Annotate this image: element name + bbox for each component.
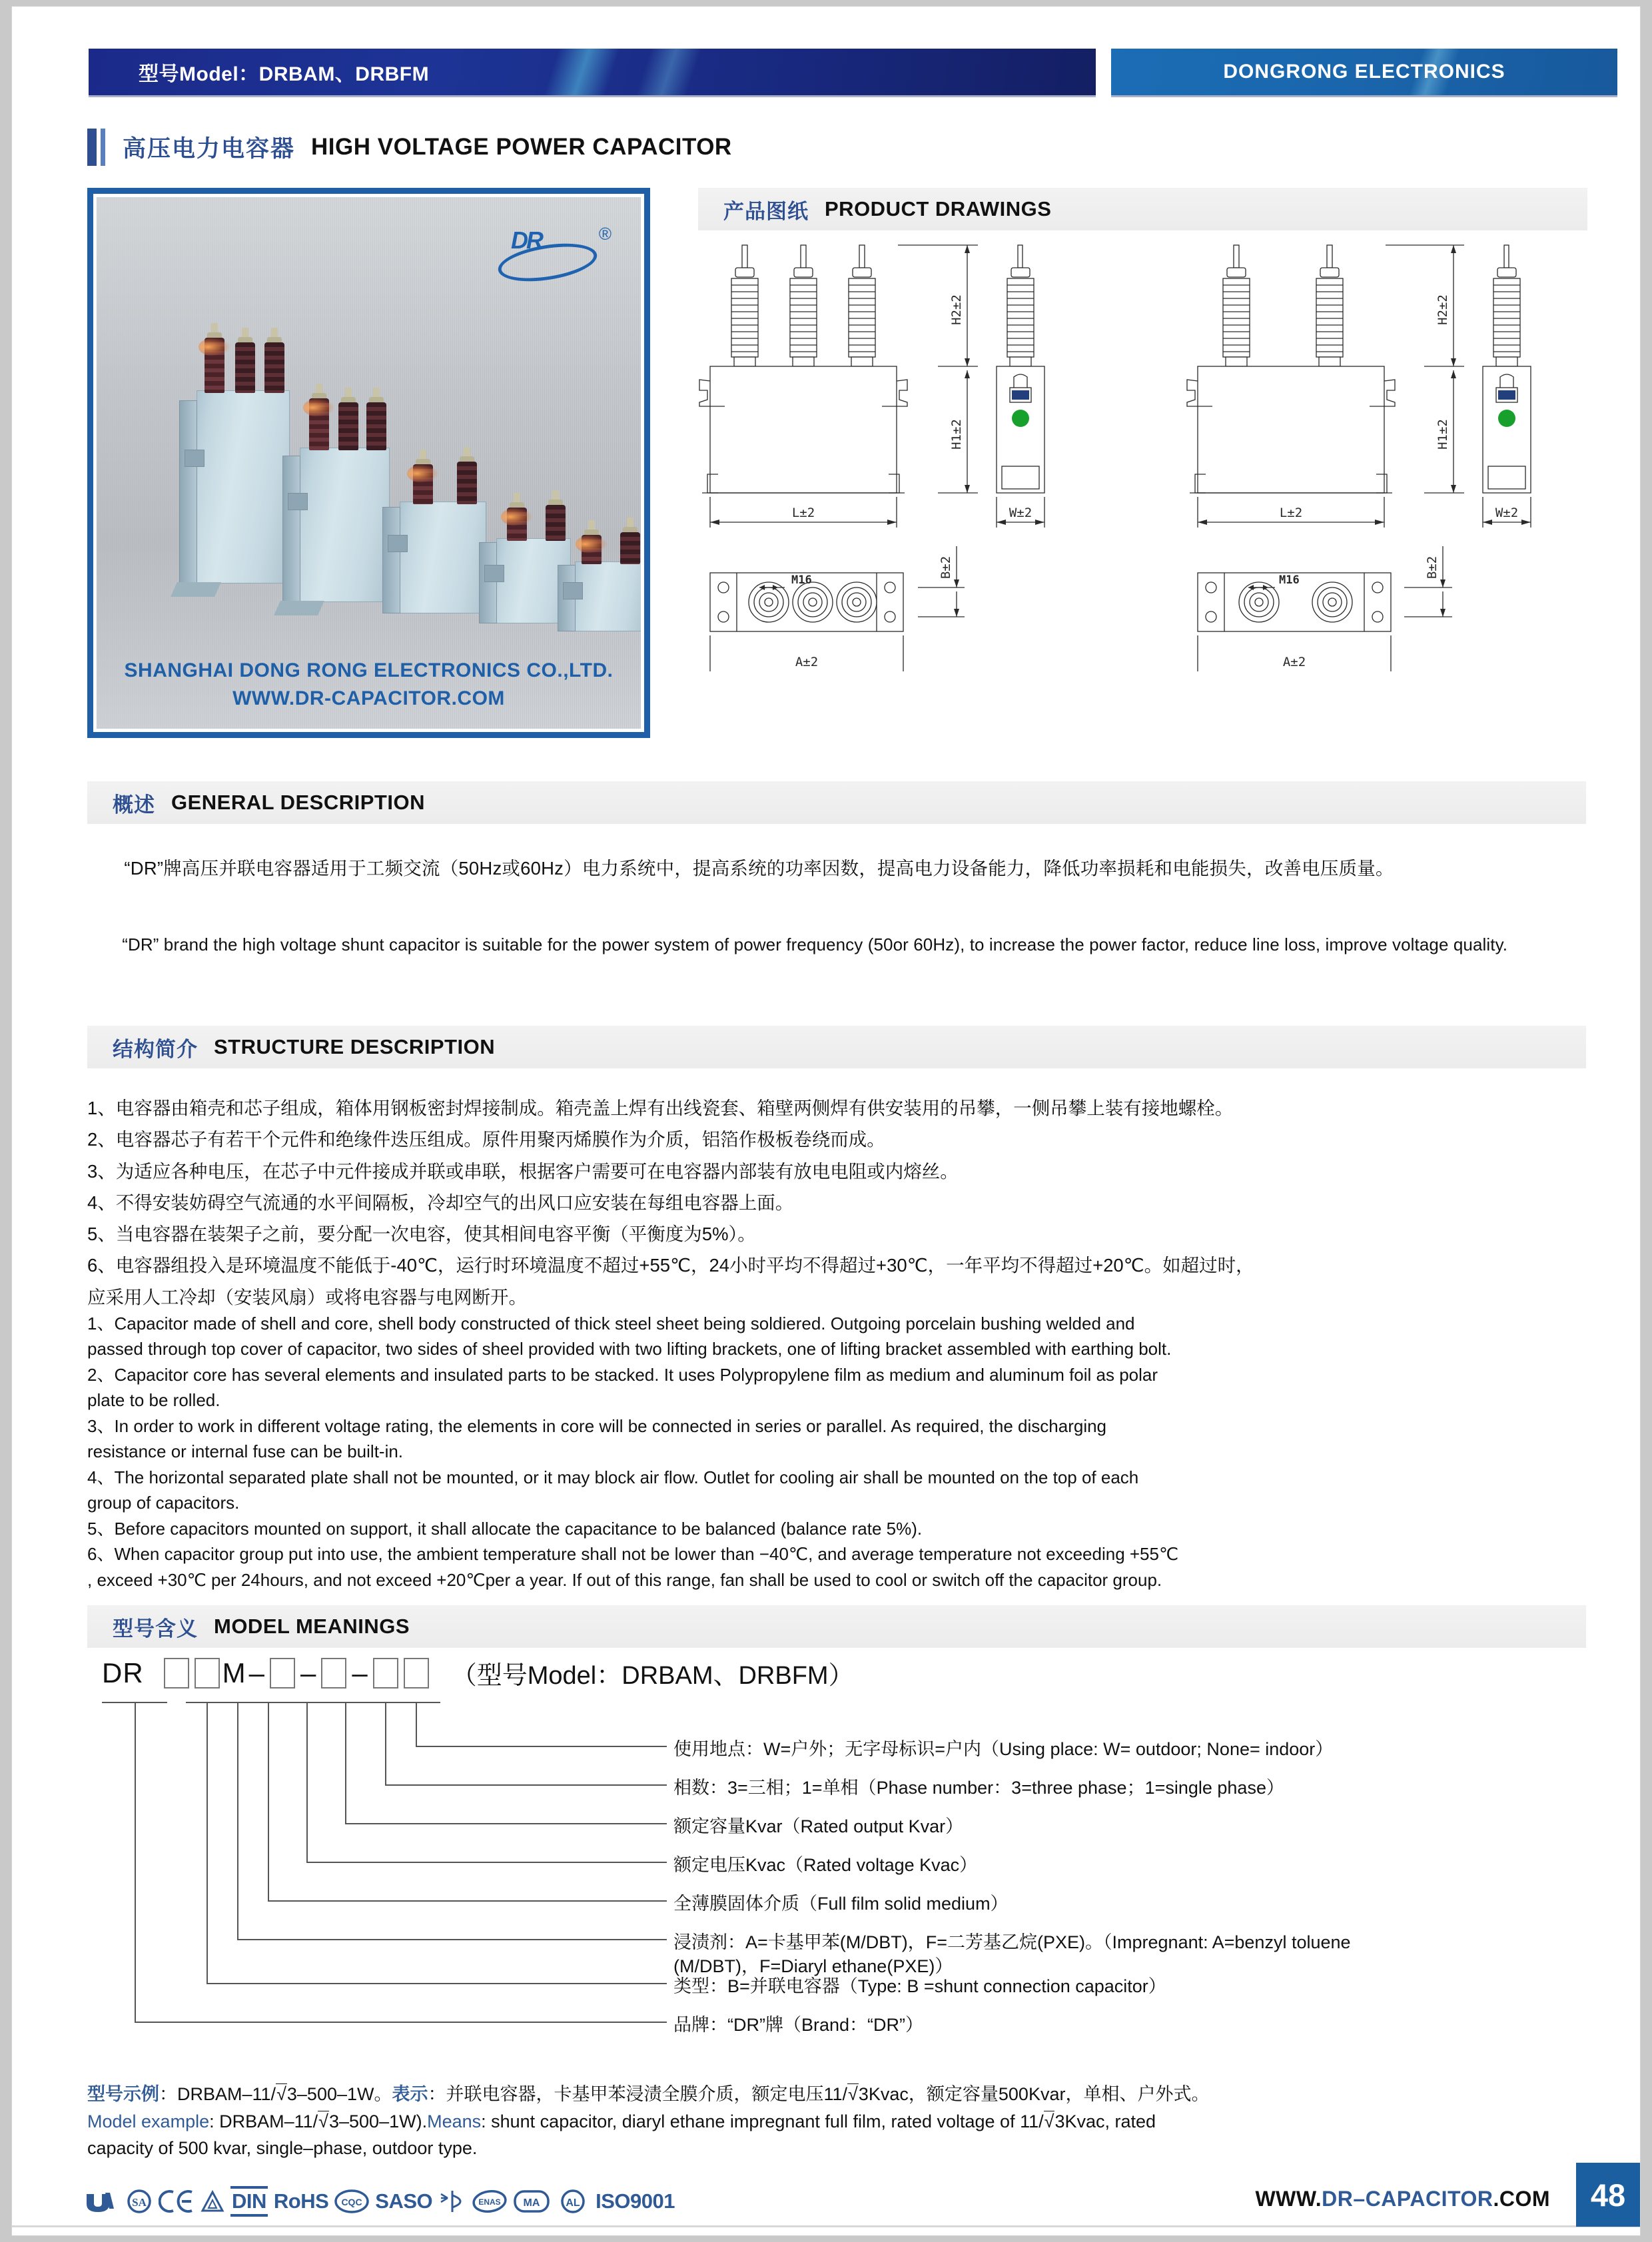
model-label-impregnant-line2: (M/DBT)，F=Diaryl ethane(PXE)） <box>673 1956 953 1976</box>
model-example-en-body2: : shunt capacitor, diaryl ethane impregnant full film, rated voltage of 11/ <box>481 2111 1044 2131</box>
porcelain-bushing-icon <box>264 328 284 393</box>
capacitor-unit-5 <box>575 561 641 631</box>
porcelain-bushing-icon <box>546 490 566 541</box>
model-code-dash-3: – <box>352 1657 368 1688</box>
general-description-en: “DR” brand the high voltage shunt capacitor is suitable for the power system of power frequency (50or 60Hz), to increase the power factor, reduce line loss, improve voltage quality. <box>87 934 1508 954</box>
model-example-en-body1: : DRBAM–11/ <box>209 2111 318 2131</box>
structure-description-cn-list <box>87 1092 1593 1313</box>
capacitor-foot <box>274 601 324 615</box>
footer-divider <box>12 2225 1640 2227</box>
dim-w-label: W±2 <box>1495 506 1519 520</box>
drawing-two-bushing <box>1178 240 1577 706</box>
porcelain-bushing-icon <box>620 518 640 564</box>
capacitor-body <box>400 502 486 613</box>
model-label-rated-voltage: 额定电压Kvac（Rated voltage Kvac） <box>673 1855 978 1875</box>
structure-en-line-10: , exceed +30℃ per 24hours, and not exceed +20℃per a year. If out of this range, fan shall be used to cool or switch off the capacitor group. <box>87 1569 1162 1590</box>
section-model-en: MODEL MEANINGS <box>214 1615 410 1638</box>
dim-h2-label: H2±2 <box>949 294 964 325</box>
dim-a-label: A±2 <box>795 655 819 669</box>
model-example-cn-body1: ：DRBAM–11/ <box>159 2084 276 2104</box>
photo-caption-company: SHANGHAI DONG RONG ELECTRONICS CO.,LTD. <box>124 659 614 681</box>
model-code-dash-2: – <box>300 1657 316 1688</box>
dim-l-label: L±2 <box>791 506 815 520</box>
model-code-note: （型号Model：DRBAM、DRBFM） <box>451 1662 854 1690</box>
drawing-three-bushing <box>698 240 1098 706</box>
product-drawings-area <box>698 240 1577 706</box>
banner-model-strip <box>89 49 1096 97</box>
title-accent-bar-primary <box>87 129 97 166</box>
model-example-cn-body3: 3Kvac，额定容量500Kvar，单相、户外式。 <box>858 2084 1210 2104</box>
thread-m16-label: M16 <box>1279 573 1300 587</box>
structure-cn-line-5: 6、电容器组投入是环境温度不能低于-40℃，运行时环境温度不超过+55℃，24小时平均不得超过+30℃，一年平均不得超过+20℃。如超过时， <box>87 1255 1254 1276</box>
section-general-cn: 概述 <box>113 793 155 817</box>
model-example-en-means-label: Means <box>427 2111 482 2131</box>
model-label-rated-output: 额定容量Kvar（Rated output Kvar） <box>673 1816 964 1836</box>
model-example-cn-label: 型号示例 <box>87 2084 159 2104</box>
structure-en-line-7: group of capacitors. <box>87 1493 240 1513</box>
dim-b-label: B±2 <box>939 556 953 579</box>
lifting-bracket-icon <box>388 535 408 552</box>
footer-website <box>1255 2187 1550 2211</box>
ma-icon <box>513 2189 550 2214</box>
saso-icon: SASO <box>375 2189 433 2213</box>
model-example-block <box>87 2081 1593 2162</box>
lifting-bracket-icon <box>484 565 504 582</box>
model-example-cn-means-label: 表示 <box>392 2084 428 2104</box>
structure-cn-line-6: 应采用人工冷却（安装风扇）或将电容器与电网断开。 <box>87 1286 527 1308</box>
model-code-letter-m: M <box>222 1657 246 1688</box>
dim-a-label: A±2 <box>1282 655 1306 669</box>
page-title-cn: 高压电力电容器 <box>123 136 296 162</box>
section-model-cn: 型号含义 <box>113 1617 198 1641</box>
model-label-using-place: 使用地点：W=户外；无字母标识=户内（Using place: W= outdoor; None= indoor） <box>673 1739 1334 1759</box>
structure-cn-line-0: 1、电容器由箱壳和芯子组成，箱体用钢板密封焊接制成。箱壳盖上焊有出线瓷套、箱壁两侧焊有供安装用的吊攀，一侧吊攀上装有接地螺栓。 <box>87 1098 1234 1118</box>
sqrt-radical-icon: √ <box>1044 2111 1054 2131</box>
ul-icon <box>85 2189 120 2214</box>
dim-h1-label: H1±2 <box>1436 419 1450 450</box>
structure-en-line-8: 5、Before capacitors mounted on support, it shall allocate the capacitance to be balanced (balance rate 5%). <box>87 1518 923 1539</box>
structure-cn-line-4: 5、当电容器在装架子之前，要分配一次电容，使其相间电容平衡（平衡度为5%）。 <box>87 1224 756 1245</box>
model-label-phase-number: 相数：3=三相；1=单相（Phase number：3=three phase；1=single phase） <box>673 1778 1284 1798</box>
model-label-full-film: 全薄膜固体介质（Full film solid medium） <box>673 1894 1009 1914</box>
model-label-brand: 品牌：“DR”牌（Brand：“DR”） <box>673 2015 924 2035</box>
structure-cn-line-3: 4、不得安装妨碍空气流通的水平间隔板，冷却空气的出风口应安装在每组电容器上面。 <box>87 1192 794 1213</box>
logo-registered-mark: ® <box>598 224 612 244</box>
general-description-cn: “DR”牌高压并联电容器适用于工频交流（50Hz或60Hz）电力系统中，提高系统的功率因数，提高电力设备能力，降低功率损耗和电能损失，改善电压质量。 <box>87 858 1394 879</box>
title-accent-bar-secondary <box>101 129 105 166</box>
capacitor-side-panel <box>179 400 197 583</box>
section-structure-en: STRUCTURE DESCRIPTION <box>214 1035 496 1058</box>
model-example-en-line <box>87 2108 1593 2135</box>
photo-caption-url: WWW.DR-CAPACITOR.COM <box>232 687 505 709</box>
sqrt-radical-icon: √ <box>318 2111 328 2131</box>
banner-model-label: 型号Model：DRBAM、DRBFM <box>139 63 430 85</box>
model-code-dash-1: – <box>248 1657 265 1688</box>
capacitor-side-panel <box>282 456 300 602</box>
structure-en-line-3: plate to be rolled. <box>87 1390 220 1411</box>
capacitor-unit-3 <box>400 502 486 613</box>
page-number-badge: 48 <box>1576 2163 1640 2227</box>
capacitor-unit-1 <box>197 390 290 583</box>
lifting-bracket-icon <box>563 582 583 599</box>
pse-icon <box>438 2189 466 2214</box>
dim-w-label: W±2 <box>1009 506 1032 520</box>
dr-brand-logo-icon <box>496 222 613 292</box>
logo-dr-text: DR <box>511 226 542 254</box>
svg-text:AL: AL <box>566 2197 580 2209</box>
footer-url-domain: DR–CAPACITOR <box>1322 2187 1493 2211</box>
rohs-icon: RoHS <box>273 2189 329 2213</box>
banner-company-strip <box>1111 49 1617 97</box>
dim-h1-label: H1±2 <box>949 419 964 450</box>
model-example-cn-line <box>87 2081 1593 2108</box>
datasheet-page <box>12 7 1640 2235</box>
porcelain-bushing-icon <box>507 493 527 541</box>
model-example-en-radical: 3–500–1W). <box>328 2111 428 2131</box>
porcelain-bushing-icon <box>582 520 602 564</box>
footer-url-suffix: .COM <box>1493 2187 1550 2211</box>
product-photo <box>87 188 650 738</box>
ce-icon <box>159 2189 195 2214</box>
sqrt-radical-icon: √ <box>276 2084 286 2104</box>
sqrt-radical-icon: √ <box>848 2084 858 2104</box>
structure-en-line-6: 4、The horizontal separated plate shall not be mounted, or it may block air flow. Outlet for cooling air shall be mounted on the top of each <box>87 1467 1139 1487</box>
porcelain-bushing-icon <box>205 323 224 393</box>
delta-mark-icon <box>201 2189 224 2214</box>
csa-icon <box>126 2189 153 2214</box>
section-drawings-en: PRODUCT DRAWINGS <box>825 197 1052 220</box>
section-general-en: GENERAL DESCRIPTION <box>171 791 425 814</box>
model-code-prefix: DR <box>102 1657 144 1688</box>
porcelain-bushing-icon <box>413 450 433 504</box>
al-icon <box>556 2189 590 2214</box>
structure-description-en-list <box>87 1311 1593 1593</box>
capacitor-body <box>575 561 641 631</box>
lifting-bracket-icon <box>288 493 308 510</box>
section-header-drawings <box>698 188 1587 230</box>
capacitor-unit-2 <box>300 448 390 602</box>
structure-en-line-5: resistance or internal fuse can be built-in. <box>87 1441 404 1462</box>
model-example-cn-radical: 3–500–1W。 <box>286 2084 392 2104</box>
model-label-impregnant-line1: 浸渍剂：A=卡基甲苯(M/DBT)，F=二芳基乙烷(PXE)。（Impregnant: A=benzyl toluene <box>673 1932 1351 1952</box>
porcelain-bushing-icon <box>338 388 358 450</box>
svg-text:SA: SA <box>132 2196 147 2209</box>
banner-company-name: DONGRONG ELECTRONICS <box>1223 61 1505 83</box>
certification-logos <box>85 2186 675 2217</box>
lifting-bracket-icon <box>185 450 205 467</box>
iso9001-icon: ISO9001 <box>596 2189 675 2213</box>
structure-en-line-9: 6、When capacitor group put into use, the ambient temperature shall not be lower than −40℃, and average temperature not exceeding +55℃ <box>87 1544 1179 1565</box>
model-meanings-diagram <box>87 1640 1586 2053</box>
svg-text:CQC: CQC <box>341 2197 362 2207</box>
product-photo-canvas <box>97 197 641 729</box>
structure-en-line-0: 1、Capacitor made of shell and core, shell body constructed of thick steel sheet being soldiered. Outgoing porcelain bushing welded and <box>87 1313 1135 1333</box>
photo-caption <box>97 659 641 710</box>
section-drawings-cn: 产品图纸 <box>723 199 809 223</box>
structure-en-line-4: 3、In order to work in different voltage rating, the elements in core will be connected in series or parallel. As required, the discharging <box>87 1415 1107 1436</box>
model-example-cn-body2: ：并联电容器，卡基甲苯浸渍全膜介质，额定电压11/ <box>428 2084 848 2104</box>
model-label-type: 类型：B=并联电容器（Type: B =shunt connection capacitor） <box>673 1976 1166 1996</box>
porcelain-bushing-icon <box>366 388 386 450</box>
section-header-general <box>87 781 1586 824</box>
porcelain-bushing-icon <box>457 447 477 504</box>
model-example-en-body3: 3Kvac, rated <box>1054 2111 1156 2131</box>
capacitor-body <box>300 448 390 602</box>
capacitor-side-panel <box>382 507 400 613</box>
structure-en-line-1: passed through top cover of capacitor, two sides of sheel provided with two lifting brackets, one of lifting bracket assembled with earthing bolt. <box>87 1339 1172 1359</box>
capacitor-product-group <box>97 350 641 663</box>
cqc-icon <box>334 2189 369 2214</box>
capacitor-body <box>197 390 290 583</box>
section-header-structure <box>87 1026 1586 1068</box>
structure-cn-line-1: 2、电容器芯子有若干个元件和绝缘件迭压组成。原件用聚丙烯膜作为介质，铝箔作极板卷绕而成。 <box>87 1129 885 1150</box>
dim-h2-label: H2±2 <box>1436 294 1450 325</box>
capacitor-foot <box>171 582 221 597</box>
footer-url-prefix: WWW. <box>1255 2187 1322 2211</box>
dim-b-label: B±2 <box>1425 556 1440 579</box>
thread-m16-label: M16 <box>791 573 812 587</box>
structure-cn-line-2: 3、为适应各种电压，在芯子中元件接成并联或串联，根据客户需要可在电容器内部装有放电电阻或内熔丝。 <box>87 1160 959 1182</box>
svg-text:MA: MA <box>523 2197 540 2209</box>
section-structure-cn: 结构简介 <box>113 1037 198 1061</box>
model-example-en-label: Model example <box>87 2111 210 2131</box>
porcelain-bushing-icon <box>309 384 329 450</box>
din-icon: DIN <box>230 2186 268 2217</box>
capacitor-side-panel <box>479 542 497 623</box>
svg-text:ENAS: ENAS <box>478 2197 501 2207</box>
dim-l-label: L±2 <box>1279 506 1303 520</box>
page-title-en: HIGH VOLTAGE POWER CAPACITOR <box>311 134 732 160</box>
enas-icon <box>472 2189 507 2214</box>
porcelain-bushing-icon <box>235 328 255 393</box>
structure-en-line-2: 2、Capacitor core has several elements and insulated parts to be stacked. It uses Polypropylene film as medium and aluminum foil as polar <box>87 1364 1158 1385</box>
model-example-en-line3: capacity of 500 kvar, single–phase, outdoor type. <box>87 2138 478 2158</box>
page-title <box>87 127 732 168</box>
